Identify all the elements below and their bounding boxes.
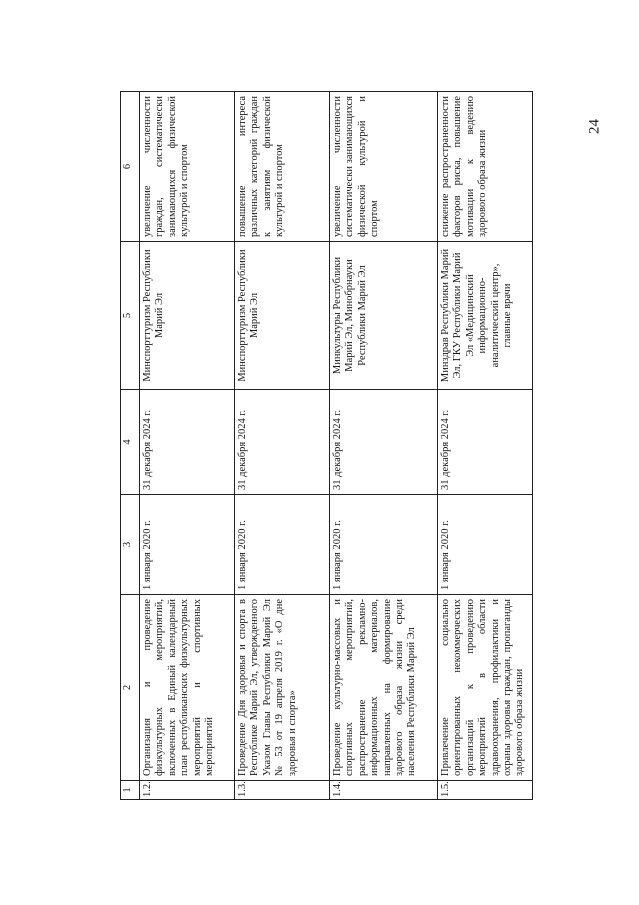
- table-header-row: [121, 92, 140, 800]
- column-header: 4: [121, 390, 140, 495]
- measure-name: Привлечение социально ориентированных некоммерческих организаций к проведению мероприятий в области здравоохранения, профилактики и охраны здоровья граждан, пропаганды здорового образа жизни: [438, 595, 533, 781]
- end-date: 31 декабря 2024 г.: [140, 390, 235, 495]
- page-number: 24: [586, 119, 603, 134]
- start-date: 1 января 2020 г.: [330, 495, 438, 595]
- column-header: 5: [121, 242, 140, 390]
- measure-name: Проведение культурно-массовых и спортивных мероприятий, распространение рекламно-информационных материалов, направленных на формирование здорового образа жизни среди населения Республики Марий Эл: [330, 595, 438, 781]
- end-date: 31 декабря 2024 г.: [330, 390, 438, 495]
- end-date: 31 декабря 2024 г.: [235, 390, 330, 495]
- executor: Минспорттуризм Республики Марий Эл: [140, 242, 235, 390]
- expected-result: увеличение численности систематически занимающихся физической культурой и спортом: [330, 92, 438, 242]
- column-header: 3: [121, 495, 140, 595]
- table-row: [235, 92, 330, 800]
- start-date: 1 января 2020 г.: [438, 495, 533, 595]
- expected-result: повышение интереса различных категорий граждан к занятиям физической культурой и спортом: [235, 92, 330, 242]
- table-row: [330, 92, 438, 800]
- measure-name: Проведение Дня здоровья и спорта в Республике Марий Эл, утвержденного Указом Главы Республики Марий Эл № 53 от 19 апреля 2019 г. «О дне здоровья и спорта»: [235, 595, 330, 781]
- end-date: 31 декабря 2024 г.: [438, 390, 533, 495]
- start-date: 1 января 2020 г.: [140, 495, 235, 595]
- column-header: 2: [121, 595, 140, 781]
- column-header: 6: [121, 92, 140, 242]
- row-number: 1.2.: [140, 781, 235, 800]
- executor: Минспорттуризм Республики Марий Эл: [235, 242, 330, 390]
- measures-table: [120, 91, 533, 800]
- row-number: 1.4.: [330, 781, 438, 800]
- rotated-page-content: [120, 92, 524, 800]
- executor: Минздрав Республики Марий Эл, ГКУ Республики Марий Эл «Медицинский информационно-аналитический центр», главные врачи: [438, 242, 533, 390]
- row-number: 1.3.: [235, 781, 330, 800]
- expected-result: снижение распространенности факторов риска, повышение мотивации к ведению здорового образа жизни: [438, 92, 533, 242]
- table-row: [438, 92, 533, 800]
- column-header: 1: [121, 781, 140, 800]
- table-row: [140, 92, 235, 800]
- executor: Минкультуры Республики Марий Эл, Минобрнауки Республики Марий Эл: [330, 242, 438, 390]
- row-number: 1.5.: [438, 781, 533, 800]
- measure-name: Организация и проведение физкультурных мероприятий, включенных в Единый календарный план республиканских физкультурных мероприятий и спортивных мероприятий: [140, 595, 235, 781]
- start-date: 1 января 2020 г.: [235, 495, 330, 595]
- expected-result: увеличение численности граждан, систематически занимающихся физической культурой и спортом: [140, 92, 235, 242]
